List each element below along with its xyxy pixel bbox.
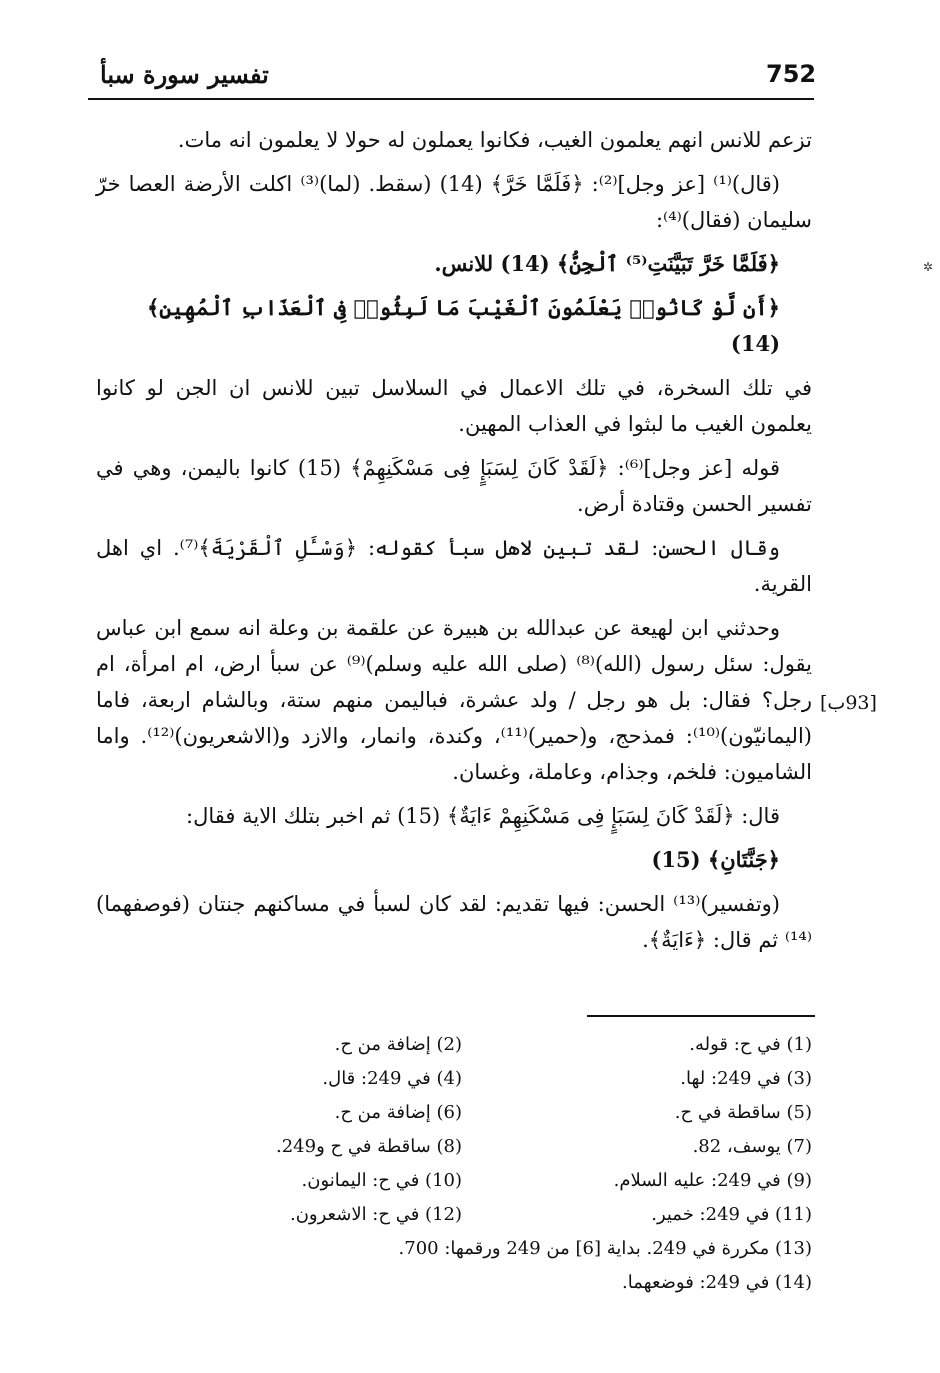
paragraph: في تلك السخرة، في تلك الاعمال في السلاسل تبين للانس ان الجن لو كانوا يعلمون الغيب ما لبثوا في العذاب المهين. bbox=[96, 376, 812, 436]
footnote-row bbox=[96, 1198, 812, 1232]
quran-verse: ﴿جَنَّتَانِ﴾ (15) bbox=[651, 847, 780, 872]
footnote: (14) في 249: فوضعهما. bbox=[622, 1272, 812, 1293]
paragraph: وحدثني ابن لهيعة عن عبدالله بن هبيرة عن علقمة بن وعلة انه سمع ابن عباس يقول: سئل رسول (الله)⁽⁸⁾ (صلى الله عليه وسلم)⁽⁹⁾ عن سبأ ارض، ام امرأة، ام رجل؟ فقال: بل هو رجل / ولد عشرة، فباليمن منهم ستة، وبالشام اربعة، فاما (اليمانيّون)⁽¹⁰⁾: فمذحج، و(حمير)⁽¹¹⁾، وكندة، وانمار، والازد و(الاشعريون)⁽¹²⁾. واما الشاميون: فلخم، وجذام، وعاملة، وغسان. bbox=[96, 616, 813, 784]
footnote: (8) ساقطة في ح و249. bbox=[276, 1136, 462, 1157]
paragraph: (وتفسير)⁽¹³⁾ الحسن: فيها تقديم: لقد كان لسبأ في مساكنهم جنتان (فوصفهما)⁽¹⁴⁾ ثم قال: ﴿ءَايَةٌ﴾. bbox=[96, 892, 812, 952]
footnote: (9) في 249: عليه السلام. bbox=[613, 1170, 812, 1191]
footnote: (2) إضافة من ح. bbox=[334, 1034, 462, 1055]
paragraph: وقال الحسن: لقد تبين لاهل سبأ كقوله: ﴿وَسْـَٔلِ ٱلْقَرْيَةَ﴾⁽⁷⁾. اي اهل القرية. bbox=[96, 536, 812, 596]
footnote: (5) ساقطة في ح. bbox=[674, 1102, 812, 1123]
footnote: (3) في 249: لها. bbox=[680, 1068, 812, 1089]
footnote: (10) في ح: اليمانون. bbox=[301, 1170, 462, 1191]
page-number: 752 bbox=[766, 60, 817, 88]
paragraph: (قال)⁽¹⁾ [عز وجل]⁽²⁾: ﴿فَلَمَّا خَرَّ﴾ (14) (سقط. (لما)⁽³⁾ اكلت الأرضة العصا خرّ سليمان (فقال)⁽⁴⁾: bbox=[96, 172, 812, 232]
footnote-row bbox=[96, 1096, 812, 1130]
footnote: (13) مكررة في 249. بداية [6] من 249 ورقمها: 700. bbox=[398, 1238, 812, 1259]
footnote: (1) في ح: قوله. bbox=[689, 1034, 812, 1055]
footnote: (7) يوسف، 82. bbox=[692, 1136, 812, 1157]
paragraph: تزعم للانس انهم يعلمون الغيب، فكانوا يعملون له حولا لا يعلمون انه مات. bbox=[177, 128, 812, 152]
footnote-row bbox=[96, 1062, 812, 1096]
footnote-row bbox=[96, 1164, 812, 1198]
paragraph: قال: ﴿لَقَدْ كَانَ لِسَبَإٍ فِى مَسْكَنِهِمْ ءَايَةٌ﴾ (15) ثم اخبر بتلك الاية فقال: bbox=[186, 804, 780, 828]
quran-verse: ﴿أَن لَّوْ كَانُوا۟ يَعْلَمُونَ ٱلْغَيْبَ مَا لَبِثُوا۟ فِى ٱلْعَذَابِ ٱلْمُهِينِ﴾ (14) bbox=[146, 295, 780, 356]
running-title: تفسير سورة سبأ bbox=[100, 60, 269, 89]
footnote: (12) في ح: الاشعرون. bbox=[289, 1204, 462, 1225]
footnote: (4) في 249: قال. bbox=[322, 1068, 462, 1089]
paragraph: قوله [عز وجل]⁽⁶⁾: ﴿لَقَدْ كَانَ لِسَبَإٍ فِى مَسْكَنِهِمْ﴾ (15) كانوا باليمن، وهي في تفسير الحسن وقتادة أرض. bbox=[96, 456, 812, 516]
margin-mark: ✲ bbox=[923, 260, 934, 274]
footnote-row bbox=[96, 1266, 812, 1300]
footnote-row bbox=[96, 1028, 812, 1062]
footnote: (11) في 249: خمير. bbox=[651, 1204, 812, 1225]
footnote: (6) إضافة من ح. bbox=[334, 1102, 462, 1123]
footnote-separator bbox=[587, 1015, 815, 1017]
main-text bbox=[96, 122, 812, 966]
footnote-row bbox=[96, 1232, 812, 1266]
page-header bbox=[88, 60, 817, 100]
footnote-row bbox=[96, 1130, 812, 1164]
quran-verse: ﴿فَلَمَّا خَرَّ تَبَيَّنَتِ⁽⁵⁾ ٱلْجِنُّ﴾ (14) للانس. bbox=[434, 251, 780, 276]
footnotes bbox=[96, 1028, 812, 1300]
manuscript-folio-marker: [93ب] bbox=[820, 692, 877, 714]
